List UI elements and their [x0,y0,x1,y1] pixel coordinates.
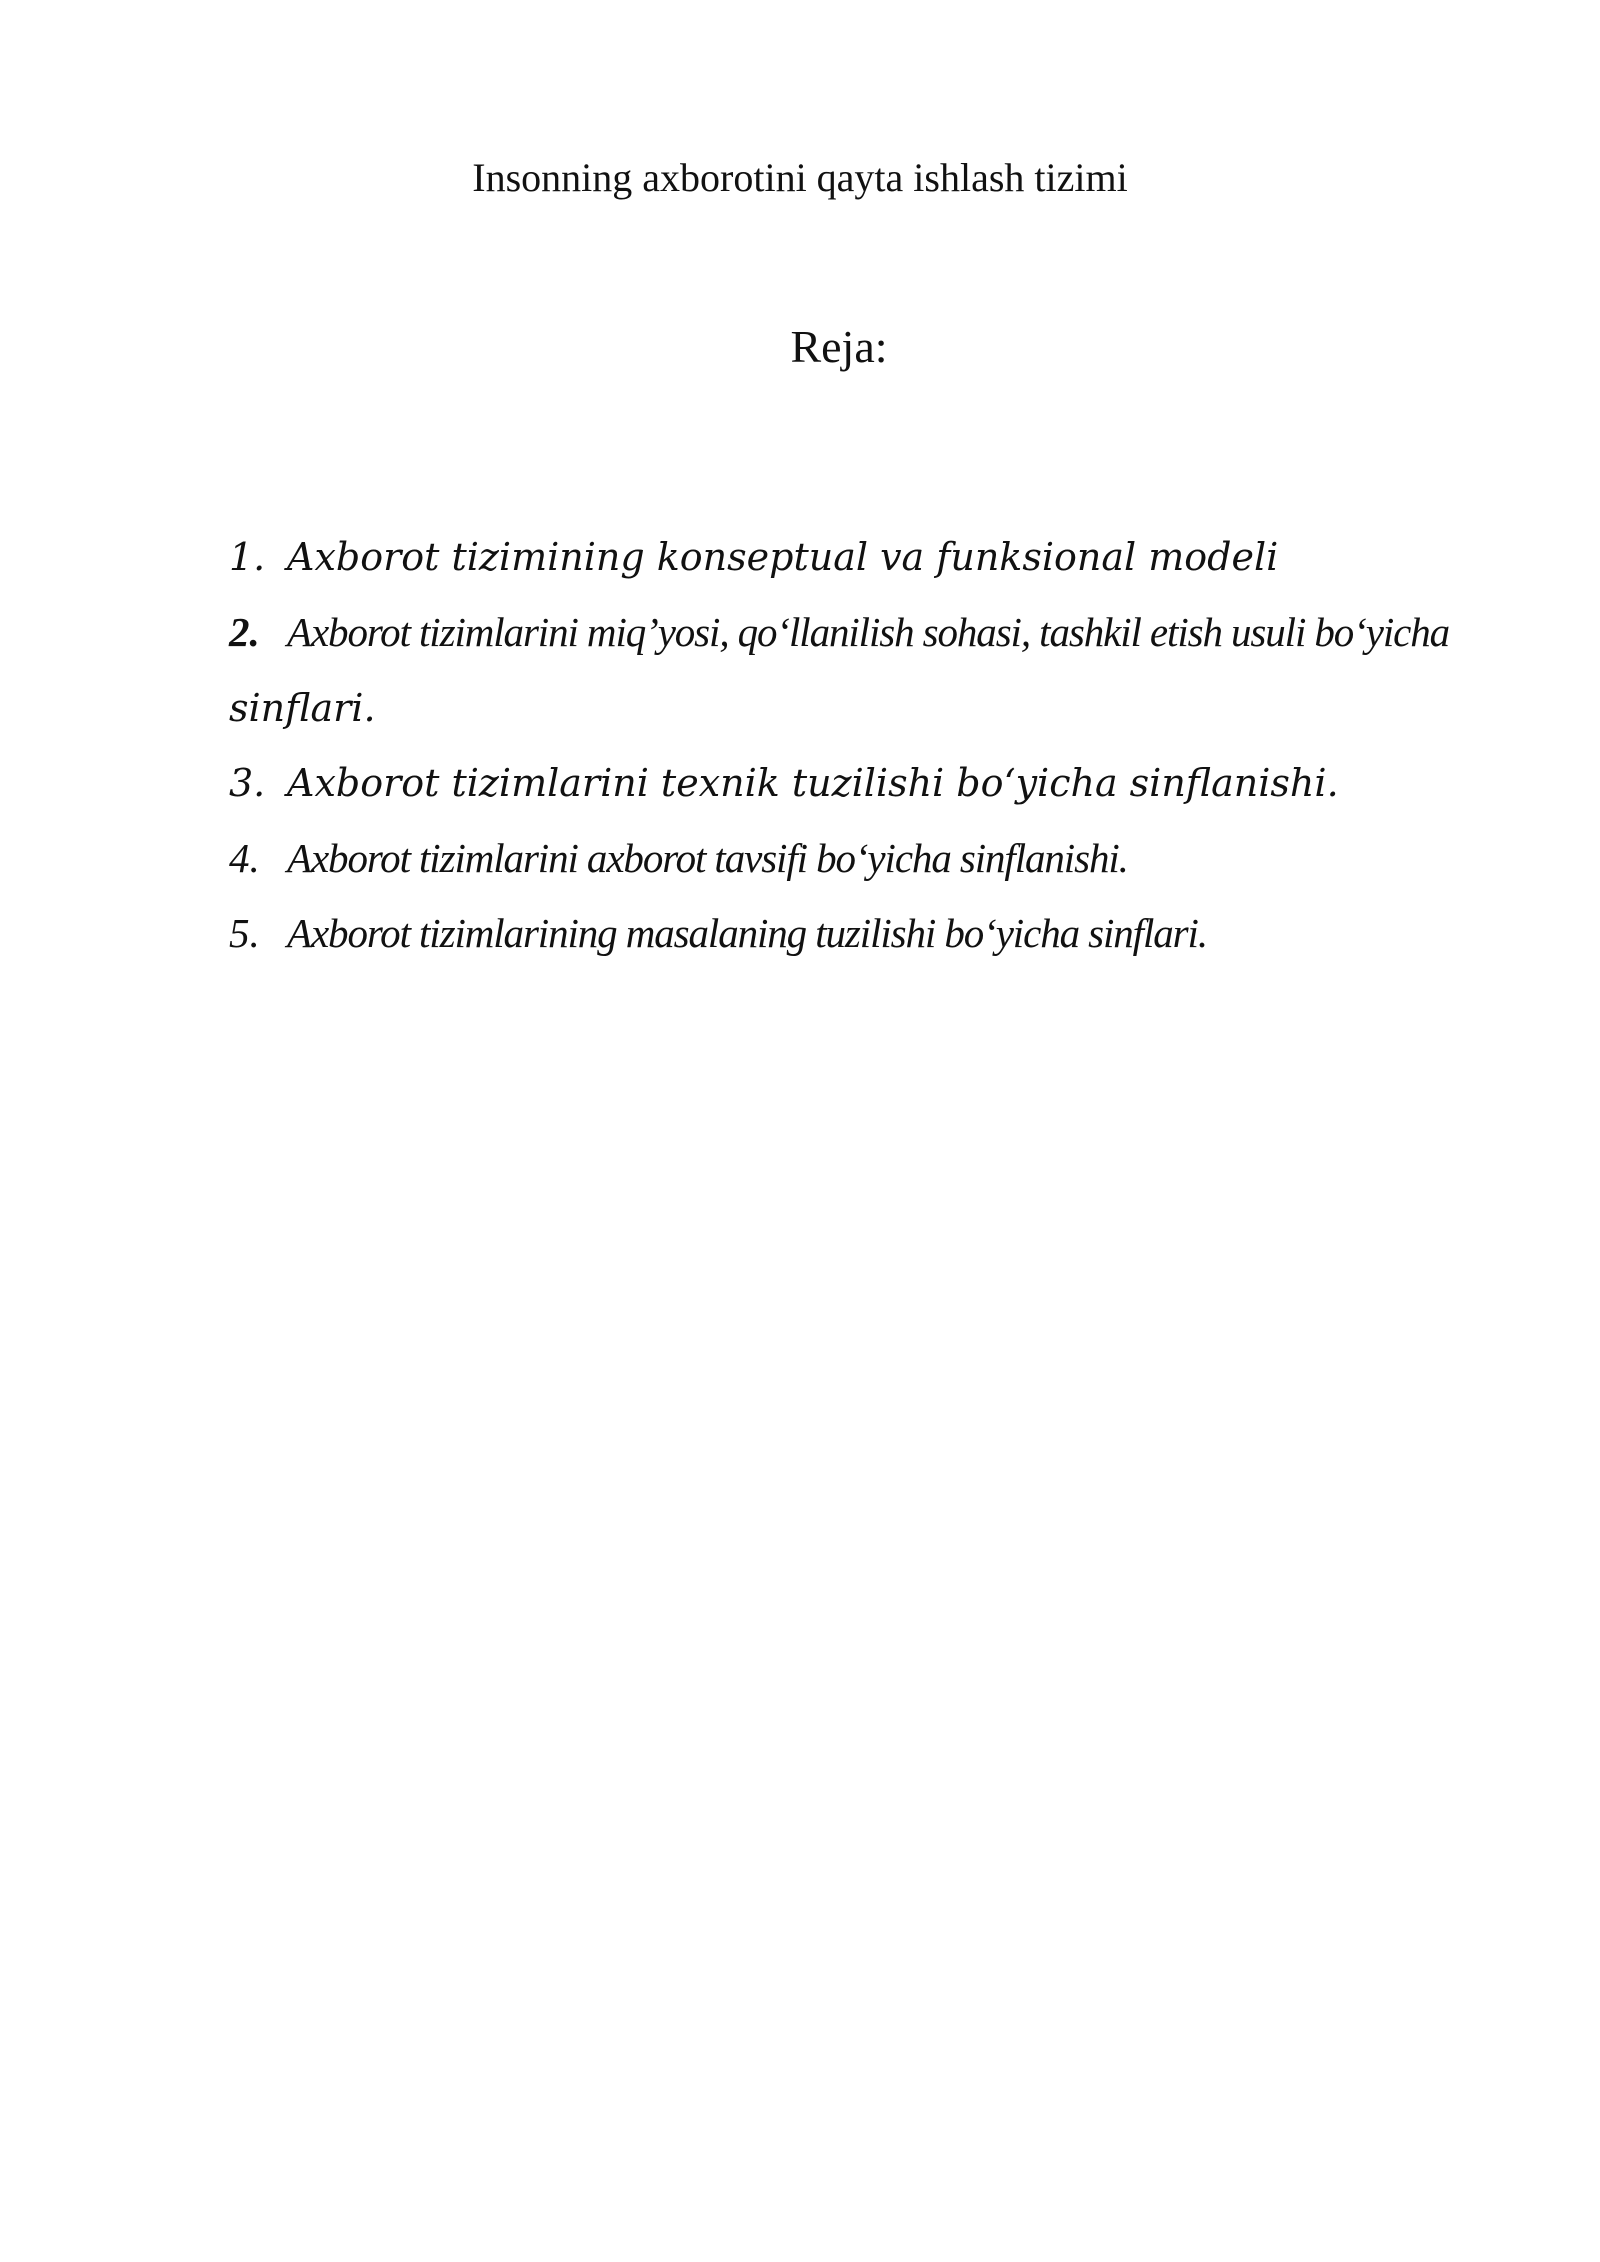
plan-item-4 [229,821,1509,896]
plan-item-2 [229,595,1509,746]
plan-item-3 [229,746,1509,821]
plan-item-text: Axborot tizimlarini axborot tavsifi bo‘yicha sinflanishi. [287,835,1128,881]
plan-item-continuation: sinflari. [229,686,376,730]
plan-item-number: 5. [229,910,260,956]
document-title: Insonning axborotini qayta ishlash tizimi [472,155,1128,200]
plan-item-text: Axborot tizimlarini texnik tuzilishi bo‘yicha sinflanishi. [287,761,1339,805]
plan-item-1 [229,520,1509,595]
plan-item-number: 2. [229,609,260,655]
plan-item-text: Axborot tizimlarini miq’yosi, qo‘llanilish sohasi, tashkil etish usuli bo‘yicha [287,609,1450,655]
plan-item-text: Axborot tizimlarining masalaning tuzilishi bo‘yicha sinflari. [287,910,1207,956]
plan-item-5 [229,896,1509,971]
plan-item-number: 4. [229,835,260,881]
plan-item-number: 1. [229,535,266,579]
plan-item-text: Axborot tizimining konseptual va funksional modeli [287,535,1279,579]
plan-item-number: 3. [229,761,266,805]
plan-list [229,520,1509,971]
plan-heading: Reja: [790,321,888,372]
